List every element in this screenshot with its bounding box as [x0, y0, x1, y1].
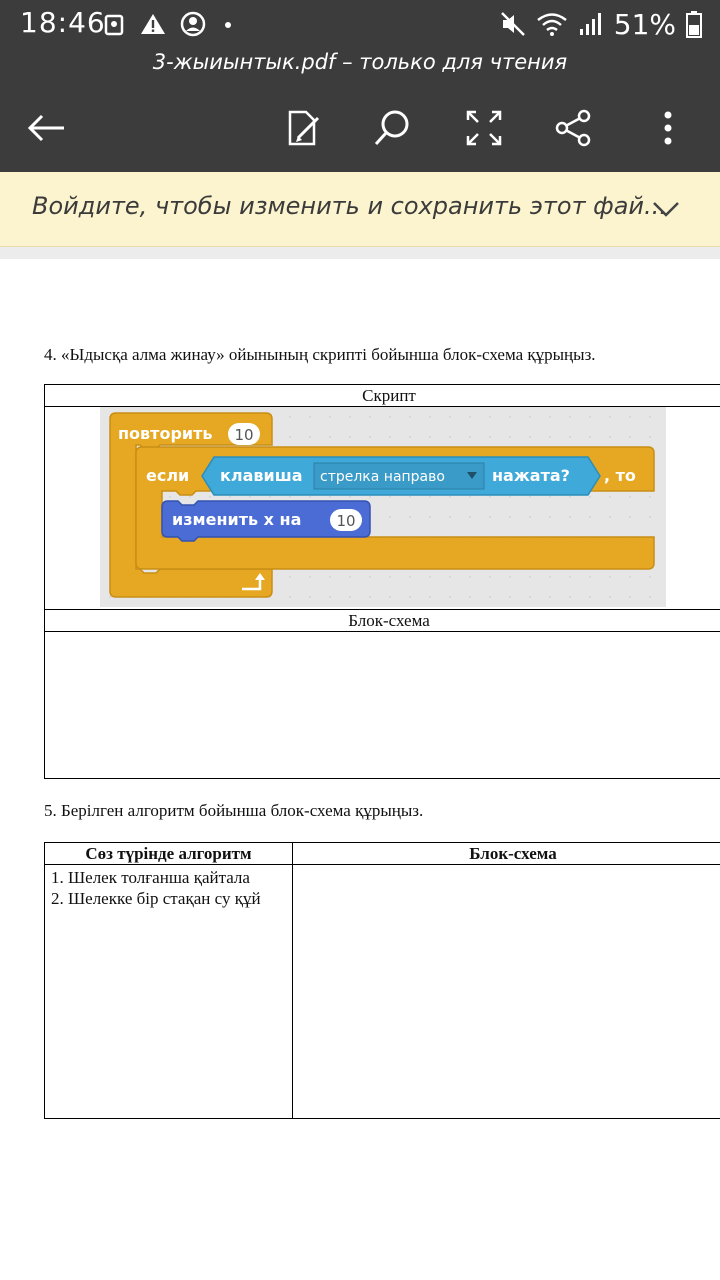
- algorithm-header: Сөз түрінде алгоритм: [45, 843, 293, 865]
- scratch-script: [100, 407, 666, 607]
- sign-in-banner[interactable]: [0, 172, 720, 247]
- mute-icon: [500, 11, 526, 37]
- search-icon: [372, 108, 412, 148]
- algorithm-step-1: 1. Шелек толғанша қайтала: [51, 868, 250, 887]
- battery-icon: [686, 10, 702, 38]
- then-label: , то: [604, 466, 636, 485]
- more-options-button[interactable]: [644, 104, 692, 152]
- key-option: стрелка направо: [320, 469, 445, 485]
- status-time: 18:46: [20, 6, 106, 39]
- fullscreen-button[interactable]: [460, 104, 508, 152]
- key-label: клавиша: [220, 466, 303, 485]
- signal-icon: [578, 11, 604, 37]
- app-bar: [0, 48, 720, 172]
- more-vert-icon: [660, 108, 676, 148]
- q5-blockschema-header: Блок-схема: [293, 843, 720, 865]
- share-button[interactable]: [550, 104, 598, 152]
- back-arrow-icon: [26, 112, 66, 144]
- photo-icon: [104, 12, 126, 36]
- change-value: 10: [336, 512, 356, 530]
- if-label: если: [146, 466, 190, 485]
- chevron-down-icon: [648, 194, 684, 224]
- account-icon: [180, 11, 206, 37]
- wifi-icon: [536, 11, 568, 37]
- blockschema-cell: [45, 632, 720, 779]
- back-button[interactable]: [22, 104, 70, 152]
- q5-blockschema-cell: [293, 865, 720, 1119]
- banner-text: Войдите, чтобы изменить и сохранить этот фай...: [32, 192, 667, 220]
- question-5-text: 5. Берілген алгоритм бойынша блок-схема құрыңыз.: [44, 801, 424, 820]
- battery-percent: 51%: [613, 7, 676, 41]
- algorithm-cell: [45, 865, 293, 1119]
- edit-icon: [284, 108, 324, 148]
- document-title: 3-жыиынтык.pdf – только для чтения: [152, 50, 568, 74]
- question-4-text: 4. «Ыдысқа алма жинау» ойынының скрипті бойынша блок-схема құрыңыз.: [44, 345, 596, 364]
- warning-icon: [140, 12, 166, 36]
- fullscreen-icon: [464, 108, 504, 148]
- pressed-label: нажата?: [492, 466, 570, 485]
- repeat-label: повторить: [118, 424, 213, 443]
- repeat-count: 10: [234, 426, 254, 444]
- scratch-script-image: [100, 407, 666, 607]
- edit-button[interactable]: [280, 104, 328, 152]
- banner-expand-button[interactable]: [648, 194, 684, 224]
- blockschema-header: Блок-схема: [45, 610, 720, 632]
- status-bar: [0, 0, 720, 48]
- dot-icon: [220, 16, 236, 32]
- script-header: Скрипт: [45, 385, 720, 407]
- share-icon: [554, 108, 594, 148]
- search-button[interactable]: [368, 104, 416, 152]
- question-5-table: [44, 842, 720, 1119]
- algorithm-step-2: 2. Шелекке бір стақан су құй: [51, 889, 261, 908]
- change-label: изменить х на: [172, 510, 302, 529]
- page-separator: [0, 247, 720, 259]
- document-page[interactable]: [0, 259, 720, 1280]
